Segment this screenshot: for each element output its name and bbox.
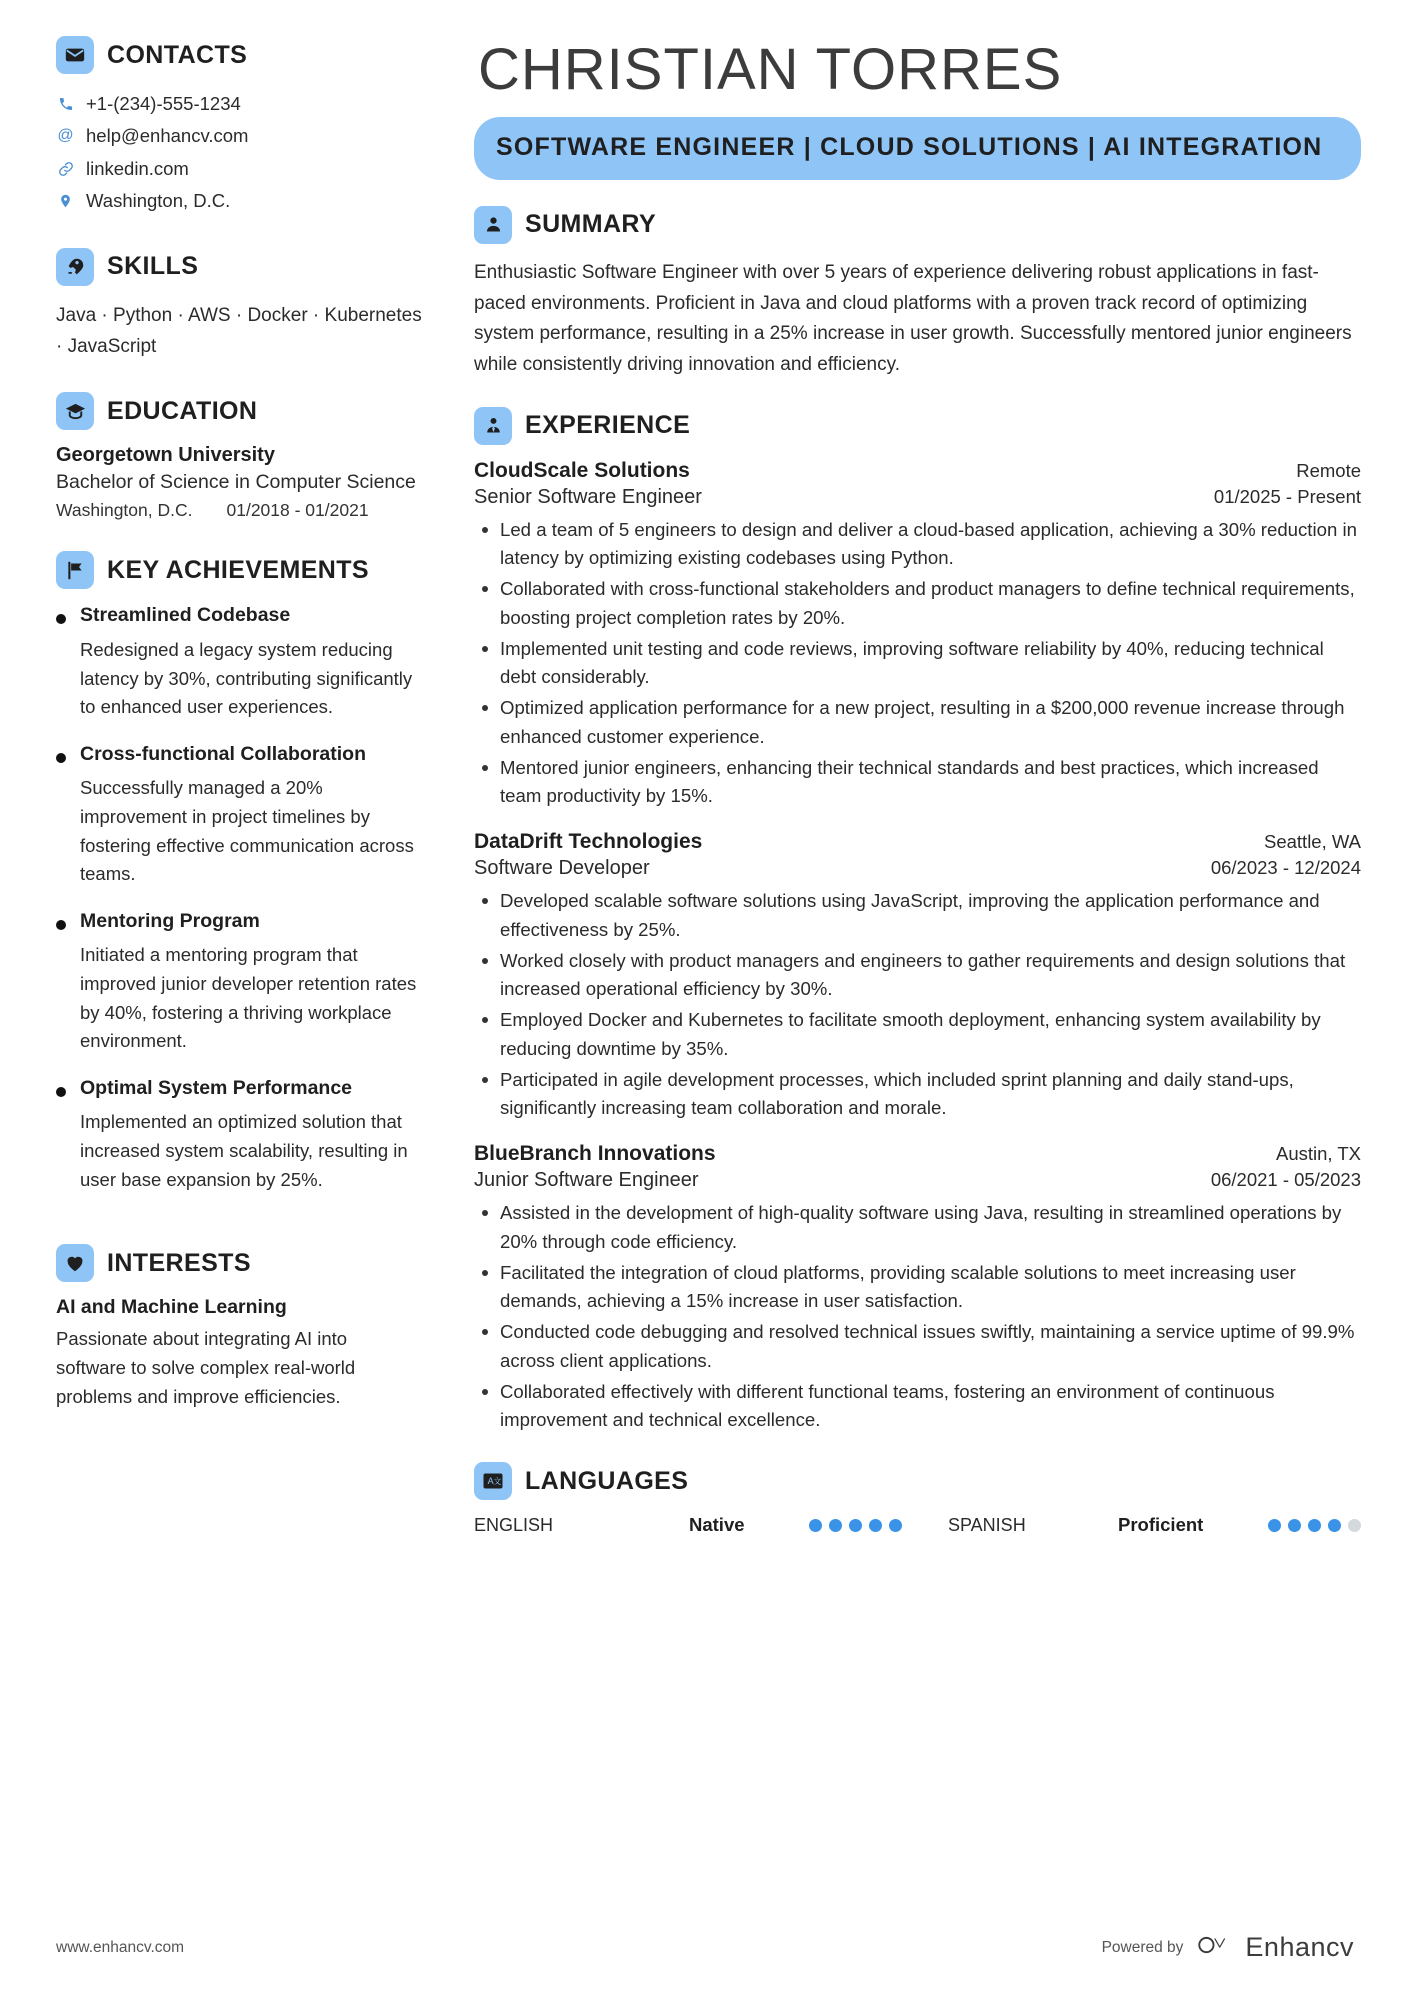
experience-bullets <box>474 1199 1361 1434</box>
experience-header <box>474 459 1361 483</box>
interest-description: Passionate about integrating AI into software to solve complex real-world problems and improve efficiencies. <box>56 1328 356 1407</box>
contact-value: linkedin.com <box>86 157 189 179</box>
rating-dot-filled <box>849 1519 862 1532</box>
contact-value: help@enhancv.com <box>86 125 249 147</box>
bullet: Assisted in the development of high-quality software using Java, resulting in streamlined operations by 20% through code efficiency. <box>474 1199 1361 1256</box>
section-header-education <box>56 392 422 430</box>
rating-dot-filled <box>889 1519 902 1532</box>
language-rating-dots <box>1268 1519 1361 1532</box>
experience-company: DataDrift Technologies <box>474 830 703 854</box>
achievement-item <box>56 603 422 721</box>
experience-entry <box>474 830 1361 1122</box>
headline-banner: SOFTWARE ENGINEER | CLOUD SOLUTIONS | AI INTEGRATION <box>474 117 1361 180</box>
spacer <box>474 1454 1361 1462</box>
experience-company: CloudScale Solutions <box>474 458 690 482</box>
page-title: CHRISTIAN TORRES <box>478 37 1063 102</box>
rating-dot-filled <box>829 1519 842 1532</box>
section-header-experience <box>474 407 1361 445</box>
achievement-description: Redesigned a legacy system reducing latency by 30%, contributing significantly to enhanced user experiences. <box>80 638 413 718</box>
svg-text:A: A <box>487 1476 494 1487</box>
bullet: Facilitated the integration of cloud platforms, providing scalable solutions to meet increasing user demands, achieving a 15% increase in user satisfaction. <box>474 1259 1361 1316</box>
spacer <box>56 218 422 248</box>
section-title: EDUCATION <box>107 396 258 425</box>
education-location: Washington, D.C. <box>56 500 193 521</box>
bullet: Collaborated effectively with different functional teams, fostering an environment of continuous improvement and technical excellence. <box>474 1378 1361 1435</box>
section-header-achievements <box>56 551 422 589</box>
contact-item-location <box>56 185 422 217</box>
experience-subheader <box>474 1169 1361 1192</box>
experience-dates: 01/2025 - Present <box>1213 485 1361 507</box>
language-name: ENGLISH <box>474 1514 554 1535</box>
rocket-icon <box>56 248 94 286</box>
bullet: Implemented unit testing and code reviews, improving software reliability by 40%, reducing technical debt considerably. <box>474 635 1361 692</box>
rating-dot-filled <box>1268 1519 1281 1532</box>
bullet: Worked closely with product managers and engineers to gather requirements and design solutions that increased operational efficiency by 30%. <box>474 947 1361 1004</box>
education-dates: 01/2018 - 01/2021 <box>226 500 369 521</box>
education-degree: Bachelor of Science in Computer Science <box>56 471 416 494</box>
language-level: Native <box>689 1514 745 1536</box>
section-title: KEY ACHIEVEMENTS <box>107 555 370 584</box>
bullet: Led a team of 5 engineers to design and deliver a cloud-based application, achieving a 30% reduction in latency by optimizing existing codebases using Python. <box>474 516 1361 573</box>
main-content <box>456 36 1361 1995</box>
achievements-list <box>56 603 422 1194</box>
bullet: Conducted code debugging and resolved technical issues swiftly, maintaining a service uptime of 99.9% across client applications. <box>474 1318 1361 1375</box>
experience-entry <box>474 459 1361 811</box>
heart-icon <box>56 1244 94 1282</box>
achievement-item <box>56 742 422 889</box>
achievement-description: Initiated a mentoring program that improved junior developer retention rates by 40%, fostering a thriving workplace environment. <box>80 944 417 1052</box>
spacer <box>56 1214 422 1244</box>
powered-by-label: Powered by <box>1101 1938 1184 1956</box>
brand-name: Enhancv <box>1245 1932 1354 1962</box>
language-level: Proficient <box>1118 1514 1204 1536</box>
experience-header <box>474 1142 1361 1166</box>
section-header-languages <box>474 1462 1361 1500</box>
bullet: Employed Docker and Kubernetes to facilitate smooth deployment, enhancing system availability by reducing downtime by 35%. <box>474 1006 1361 1063</box>
skills-list: Java · Python · AWS · Docker · Kubernetes · JavaScript <box>56 304 422 357</box>
education-entry <box>56 444 422 521</box>
section-title: SKILLS <box>107 252 199 280</box>
enhancv-logo-icon <box>1195 1933 1233 1962</box>
achievement-title: Cross-functional Collaboration <box>80 742 367 765</box>
bullet: Optimized application performance for a new project, resulting in a $200,000 revenue increase through enhanced customer experience. <box>474 694 1361 751</box>
rating-dot-filled <box>1308 1519 1321 1532</box>
experience-location: Austin, TX <box>1275 1143 1361 1165</box>
bullet: Developed scalable software solutions using JavaScript, improving the application performance and effectiveness by 25%. <box>474 887 1361 944</box>
experience-role: Junior Software Engineer <box>474 1169 699 1192</box>
achievement-title: Mentoring Program <box>80 909 260 932</box>
location-pin-icon <box>56 185 75 217</box>
experience-role: Senior Software Engineer <box>474 485 702 508</box>
svg-text:文: 文 <box>493 1477 502 1487</box>
experience-role: Software Developer <box>474 857 650 880</box>
bullet: Mentored junior engineers, enhancing their technical standards and best practices, which increased team productivity by 15%. <box>474 754 1361 811</box>
section-title: SUMMARY <box>525 210 657 239</box>
bullet-dot-icon <box>56 920 66 930</box>
bullet-dot-icon <box>56 753 66 763</box>
person-tie-icon <box>474 407 512 445</box>
experience-bullets <box>474 516 1361 811</box>
experience-subheader <box>474 486 1361 509</box>
translate-icon <box>474 1462 512 1500</box>
achievement-title: Optimal System Performance <box>80 1076 353 1099</box>
achievement-description: Implemented an optimized solution that increased system scalability, resulting in user base expansion by 25%. <box>80 1111 408 1190</box>
experience-location: Remote <box>1296 459 1361 481</box>
language-rating-dots <box>809 1519 902 1532</box>
experience-company: BlueBranch Innovations <box>474 1142 716 1166</box>
summary-text: Enthusiastic Software Engineer with over 5 years of experience delivering robust applications in fast-paced environments. Proficient in Java and cloud platforms with a proven track record of optimizing system performance, resulting in a 25% increase in user growth. Successfully mentored junior engineers while consistently driving innovation and efficiency. <box>474 261 1352 376</box>
section-header-summary <box>474 206 1361 244</box>
spacer <box>56 362 422 392</box>
achievement-item <box>56 909 422 1056</box>
experience-header <box>474 830 1361 854</box>
experience-dates: 06/2021 - 05/2023 <box>1210 1169 1361 1191</box>
contact-list <box>56 88 422 218</box>
rating-dot-filled <box>809 1519 822 1532</box>
achievement-description: Successfully managed a 20% improvement in project timelines by fostering effective communication across teams. <box>80 777 414 885</box>
languages-row <box>474 1514 1361 1536</box>
experience-bullets <box>474 887 1361 1122</box>
page-footer <box>56 1932 1354 1963</box>
interest-title: AI and Machine Learning <box>56 1296 287 1319</box>
graduation-cap-icon <box>56 392 94 430</box>
contact-value: +1-(234)-555-1234 <box>86 93 241 114</box>
section-header-skills <box>56 248 422 286</box>
contact-item-email[interactable] <box>56 120 422 152</box>
section-header-interests <box>56 1244 422 1282</box>
section-title: LANGUAGES <box>525 1466 689 1495</box>
experience-dates: 06/2023 - 12/2024 <box>1210 857 1361 879</box>
phone-icon <box>56 88 75 120</box>
section-header-contacts <box>56 36 422 74</box>
education-school: Georgetown University <box>56 444 275 467</box>
flag-icon <box>56 551 94 589</box>
rating-dot-filled <box>1288 1519 1301 1532</box>
bullet: Collaborated with cross-functional stakeholders and product managers to define technical requirements, boosting project completion rates by 20%. <box>474 575 1361 632</box>
footer-branding <box>1102 1932 1354 1963</box>
bullet-dot-icon <box>56 614 66 624</box>
achievement-item <box>56 1076 422 1194</box>
section-title: CONTACTS <box>107 40 248 69</box>
footer-website[interactable]: www.enhancv.com <box>56 1938 185 1956</box>
achievement-title: Streamlined Codebase <box>80 604 291 627</box>
at-sign-icon: @ <box>57 127 74 145</box>
experience-location: Seattle, WA <box>1264 831 1361 853</box>
section-title: INTERESTS <box>107 1248 251 1277</box>
contact-value: Washington, D.C. <box>86 190 231 212</box>
email-envelope-icon <box>56 36 94 74</box>
education-meta <box>56 500 422 521</box>
rating-dot-filled <box>1328 1519 1341 1532</box>
person-icon <box>474 206 512 244</box>
language-name: SPANISH <box>948 1514 1026 1535</box>
link-icon <box>56 153 75 185</box>
bullet-dot-icon <box>56 1087 66 1097</box>
rating-dot-empty <box>1348 1519 1361 1532</box>
interest-item <box>56 1296 422 1411</box>
sidebar <box>56 36 456 1995</box>
experience-entry <box>474 1142 1361 1434</box>
spacer <box>474 381 1361 407</box>
section-title: EXPERIENCE <box>525 411 691 440</box>
contact-item-phone[interactable] <box>56 88 422 120</box>
bullet: Participated in agile development processes, which included sprint planning and daily stand-ups, significantly increasing team collaboration and morale. <box>474 1066 1361 1123</box>
spacer <box>56 521 422 551</box>
contact-item-link[interactable] <box>56 153 422 185</box>
experience-subheader <box>474 857 1361 880</box>
rating-dot-filled <box>869 1519 882 1532</box>
